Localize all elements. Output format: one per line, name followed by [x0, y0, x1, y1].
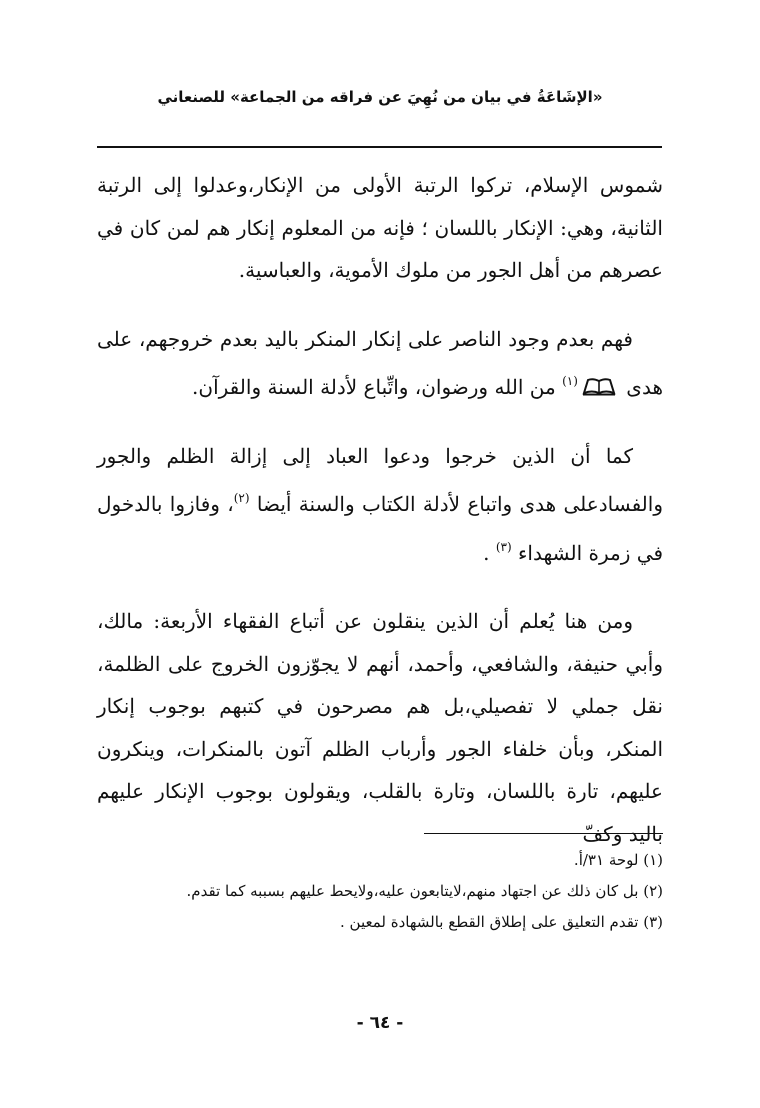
paragraph-4: ومن هنا يُعلم أن الذين ينقلون عن أتباع الفقهاء الأربعة: مالك، وأبي حنيفة، والشافعي، وأحمد، أنهم لا يجوّزون الخروج على الظلمة، نقل جملي لا تفصيلي،بل هم مصرحون في كتبهم بوجوب إنكار المنكر، وبأن خلفاء الجور وأرباب الظلم آتون بالمنكرات، وينكرون عليهم، تارة باللسان، وتارة بالقلب، ويقولون بوجوب الإنكار عليهم باليد وكفّ	[97, 609, 663, 846]
footnotes	[97, 845, 663, 938]
paragraph-2	[97, 318, 663, 409]
footnote-1: (١) لوحة ٣١/أ.	[573, 851, 663, 869]
paragraph-1: شموس الإسلام، تركوا الرتبة الأولى من الإنكار،وعدلوا إلى الرتبة الثانية، وهي: الإنكار باللسان ؛ فإنه من المعلوم إنكار هم لمن كان في عصرهم من أهل الجور من ملوك الأموية، والعباسية.	[97, 173, 663, 282]
footnote-3: (٣) تقدم التعليق على إطلاق القطع بالشهادة لمعين .	[340, 913, 663, 931]
paragraph-3-text-b: ، وفازوا بالدخول في زمرة الشهداء	[97, 492, 663, 565]
footnote-ref-1: (١)	[562, 374, 578, 388]
footnote-ref-3: (٣)	[495, 539, 512, 554]
footnote-ref-2: (٢)	[233, 491, 250, 505]
header-divider	[97, 146, 662, 148]
open-book-icon	[582, 376, 616, 396]
footnote-2: (٢) بل كان ذلك عن اجتهاد منهم،لايتابعون عليه،ولايحط عليهم بسببه كما تقدم.	[186, 882, 663, 900]
paragraph-2-text-a: فهم بعدم وجود الناصر على إنكار المنكر باليد بعدم خروجهم، على هدى	[97, 326, 663, 399]
paragraph-3	[97, 435, 663, 575]
paragraph-3-text-a: كما أن الذين خرجوا ودعوا العباد إلى إزالة الظلم والجور والفسادعلى هدى واتباع لأدلة الكتاب والسنة أيضا	[97, 443, 663, 516]
running-header: «الإشَاعَةُ في بيان من نُهِيَ عن فراقه من الجماعة» للصنعاني	[157, 88, 603, 106]
body-text	[97, 164, 663, 855]
paragraph-3-end: .	[483, 540, 490, 565]
paragraph-2-text-b: من الله ورضوان، واتِّباع لأدلة السنة والقرآن.	[192, 375, 563, 399]
footnote-divider	[424, 833, 663, 834]
page-number: - ٦٤ -	[356, 1013, 404, 1033]
